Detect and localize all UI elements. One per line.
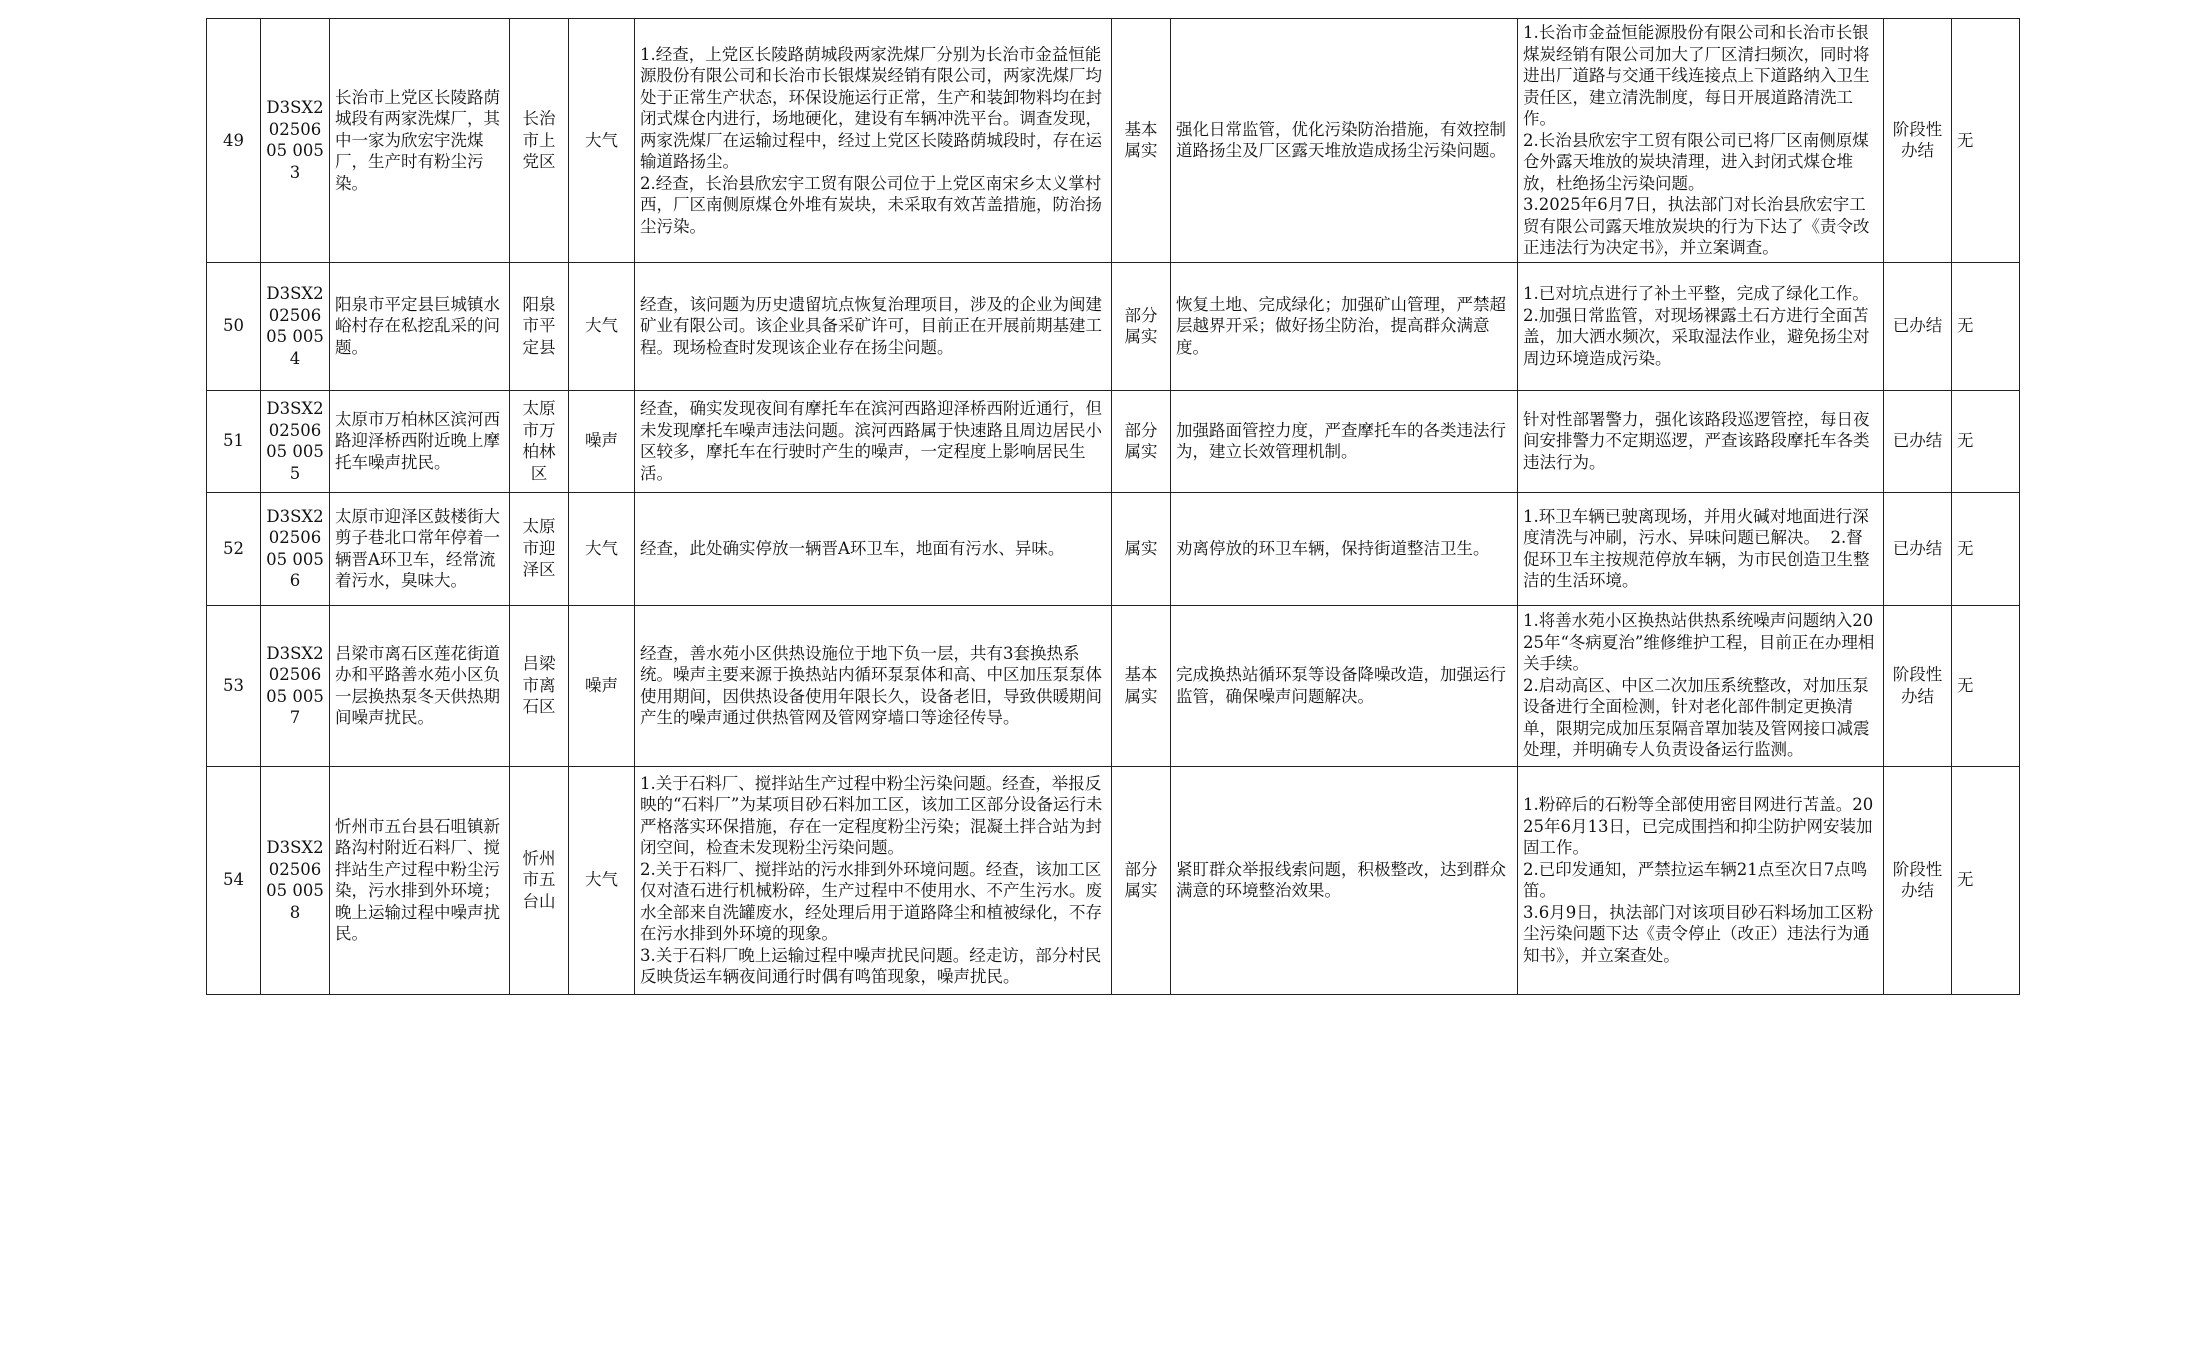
- pollution-category: 大气: [569, 262, 635, 390]
- row-number: 53: [207, 605, 261, 766]
- case-code: D3SX20250605 0055: [261, 390, 330, 492]
- complaint-content: 吕梁市离石区莲花街道办和平路善水苑小区负一层换热泵冬天供热期间噪声扰民。: [330, 605, 510, 766]
- table-body: [207, 19, 2020, 995]
- table-row: [207, 262, 2020, 390]
- rectification-progress: 1.环卫车辆已驶离现场，并用火碱对地面进行深度清洗与冲刷，污水、异味问题已解决。 2.督促环卫车主按规范停放车辆，为市民创造卫生整洁的生活环境。: [1518, 492, 1884, 605]
- accountability: 无: [1952, 766, 2020, 994]
- verification-result: 部分属实: [1112, 766, 1171, 994]
- report-page: [206, 18, 2020, 995]
- case-code: D3SX20250605 0058: [261, 766, 330, 994]
- pollution-category: 大气: [569, 766, 635, 994]
- verification-result: 属实: [1112, 492, 1171, 605]
- row-number: 52: [207, 492, 261, 605]
- pollution-category: 大气: [569, 492, 635, 605]
- table-row: [207, 605, 2020, 766]
- complaint-content: 长治市上党区长陵路荫城段有两家洗煤厂，其中一家为欣宏宇洗煤厂，生产时有粉尘污染。: [330, 19, 510, 263]
- investigation-findings: 经查，确实发现夜间有摩托车在滨河西路迎泽桥西附近通行，但未发现摩托车噪声违法问题。滨河西路属于快速路且周边居民小区较多，摩托车在行驶时产生的噪声，一定程度上影响居民生活。: [635, 390, 1112, 492]
- case-code: D3SX20250605 0053: [261, 19, 330, 263]
- administrative-district: 忻州市五台山: [510, 766, 569, 994]
- pollution-category: 大气: [569, 19, 635, 263]
- administrative-district: 阳泉市平定县: [510, 262, 569, 390]
- table-row: [207, 766, 2020, 994]
- investigation-findings: 1.关于石料厂、搅拌站生产过程中粉尘污染问题。经查，举报反映的“石料厂”为某项目砂石料加工区，该加工区部分设备运行未严格落实环保措施，存在一定程度粉尘污染；混凝土拌合站为封闭空间，检查未发现粉尘污染问题。 2.关于石料厂、搅拌站的污水排到外环境问题。经查，该加工区仅对渣石进行机械粉碎，生产过程中不使用水、不产生污水。废水全部来自洗罐废水，经处理后用于道路降尘和植被绿化，不存在污水排到外环境的现象。 3.关于石料厂晚上运输过程中噪声扰民问题。经走访，部分村民反映货运车辆夜间通行时偶有鸣笛现象，噪声扰民。: [635, 766, 1112, 994]
- handling-measures: 劝离停放的环卫车辆，保持街道整洁卫生。: [1171, 492, 1518, 605]
- investigation-findings: 经查，此处确实停放一辆晋A环卫车，地面有污水、异味。: [635, 492, 1112, 605]
- case-code: D3SX20250605 0054: [261, 262, 330, 390]
- investigation-findings: 经查，该问题为历史遗留坑点恢复治理项目，涉及的企业为闽建矿业有限公司。该企业具备采矿许可，目前正在开展前期基建工程。现场检查时发现该企业存在扬尘问题。: [635, 262, 1112, 390]
- verification-result: 部分属实: [1112, 262, 1171, 390]
- investigation-findings: 1.经查，上党区长陵路荫城段两家洗煤厂分别为长治市金益恒能源股份有限公司和长治市长银煤炭经销有限公司，两家洗煤厂均处于正常生产状态，环保设施运行正常，生产和装卸物料均在封闭式煤仓内进行，场地硬化，建设有车辆冲洗平台。调查发现，两家洗煤厂在运输过程中，经过上党区长陵路荫城段时，存在运输道路扬尘。 2.经查，长治县欣宏宇工贸有限公司位于上党区南宋乡太义掌村西，厂区南侧原煤仓外堆有炭块，未采取有效苫盖措施，防治扬尘污染。: [635, 19, 1112, 263]
- administrative-district: 吕梁市离石区: [510, 605, 569, 766]
- handling-measures: 恢复土地、完成绿化；加强矿山管理，严禁超层越界开采；做好扬尘防治，提高群众满意度。: [1171, 262, 1518, 390]
- rectification-progress: 1.将善水苑小区换热站供热系统噪声问题纳入2025年“冬病夏治”维修维护工程，目前正在办理相关手续。 2.启动高区、中区二次加压系统整改，对加压泵设备进行全面检测，针对老化部件制定更换清单，限期完成加压泵隔音罩加装及管网接口减震处理，并明确专人负责设备运行监测。: [1518, 605, 1884, 766]
- administrative-district: 太原市万柏林区: [510, 390, 569, 492]
- rectification-progress: 针对性部署警力，强化该路段巡逻管控，每日夜间安排警力不定期巡逻，严查该路段摩托车各类违法行为。: [1518, 390, 1884, 492]
- pollution-category: 噪声: [569, 390, 635, 492]
- accountability: 无: [1952, 19, 2020, 263]
- completion-status: 阶段性办结: [1884, 19, 1952, 263]
- completion-status: 阶段性办结: [1884, 605, 1952, 766]
- row-number: 51: [207, 390, 261, 492]
- rectification-progress: 1.长治市金益恒能源股份有限公司和长治市长银煤炭经销有限公司加大了厂区清扫频次，同时将进出厂道路与交通干线连接点上下道路纳入卫生责任区，建立清洗制度，每日开展道路清洗工作。 2.长治县欣宏宇工贸有限公司已将厂区南侧原煤仓外露天堆放的炭块清理，进入封闭式煤仓堆放，杜绝扬尘污染问题。 3.2025年6月7日，执法部门对长治县欣宏宇工贸有限公司露天堆放炭块的行为下达了《责令改正违法行为决定书》，并立案调查。: [1518, 19, 1884, 263]
- handling-measures: 完成换热站循环泵等设备降噪改造，加强运行监管，确保噪声问题解决。: [1171, 605, 1518, 766]
- handling-measures: 紧盯群众举报线索问题，积极整改，达到群众满意的环境整治效果。: [1171, 766, 1518, 994]
- complaint-content: 太原市迎泽区鼓楼街大剪子巷北口常年停着一辆晋A环卫车，经常流着污水，臭味大。: [330, 492, 510, 605]
- verification-result: 部分属实: [1112, 390, 1171, 492]
- complaint-table: [206, 18, 2020, 995]
- rectification-progress: 1.已对坑点进行了补土平整，完成了绿化工作。 2.加强日常监管，对现场裸露土石方进行全面苫盖，加大洒水频次，采取湿法作业，避免扬尘对周边环境造成污染。: [1518, 262, 1884, 390]
- row-number: 49: [207, 19, 261, 263]
- administrative-district: 长治市上党区: [510, 19, 569, 263]
- accountability: 无: [1952, 492, 2020, 605]
- completion-status: 阶段性办结: [1884, 766, 1952, 994]
- handling-measures: 强化日常监管，优化污染防治措施，有效控制道路扬尘及厂区露天堆放造成扬尘污染问题。: [1171, 19, 1518, 263]
- complaint-content: 阳泉市平定县巨城镇水峪村存在私挖乱采的问题。: [330, 262, 510, 390]
- accountability: 无: [1952, 605, 2020, 766]
- handling-measures: 加强路面管控力度，严查摩托车的各类违法行为，建立长效管理机制。: [1171, 390, 1518, 492]
- case-code: D3SX20250605 0056: [261, 492, 330, 605]
- complaint-content: 忻州市五台县石咀镇新路沟村附近石料厂、搅拌站生产过程中粉尘污染，污水排到外环境；晚上运输过程中噪声扰民。: [330, 766, 510, 994]
- rectification-progress: 1.粉碎后的石粉等全部使用密目网进行苫盖。2025年6月13日，已完成围挡和抑尘防护网安装加固工作。 2.已印发通知，严禁拉运车辆21点至次日7点鸣笛。 3.6月9日，执法部门对该项目砂石料场加工区粉尘污染问题下达《责令停止（改正）违法行为通知书》，并立案查处。: [1518, 766, 1884, 994]
- table-row: [207, 19, 2020, 263]
- pollution-category: 噪声: [569, 605, 635, 766]
- table-row: [207, 492, 2020, 605]
- completion-status: 已办结: [1884, 390, 1952, 492]
- row-number: 54: [207, 766, 261, 994]
- completion-status: 已办结: [1884, 262, 1952, 390]
- administrative-district: 太原市迎泽区: [510, 492, 569, 605]
- case-code: D3SX20250605 0057: [261, 605, 330, 766]
- table-row: [207, 390, 2020, 492]
- investigation-findings: 经查，善水苑小区供热设施位于地下负一层，共有3套换热系统。噪声主要来源于换热站内循环泵泵体和高、中区加压泵泵体使用期间，因供热设备使用年限长久，设备老旧，导致供暖期间产生的噪声通过供热管网及管网穿墙口等途径传导。: [635, 605, 1112, 766]
- accountability: 无: [1952, 390, 2020, 492]
- complaint-content: 太原市万柏林区滨河西路迎泽桥西附近晚上摩托车噪声扰民。: [330, 390, 510, 492]
- verification-result: 基本属实: [1112, 19, 1171, 263]
- verification-result: 基本属实: [1112, 605, 1171, 766]
- completion-status: 已办结: [1884, 492, 1952, 605]
- accountability: 无: [1952, 262, 2020, 390]
- row-number: 50: [207, 262, 261, 390]
